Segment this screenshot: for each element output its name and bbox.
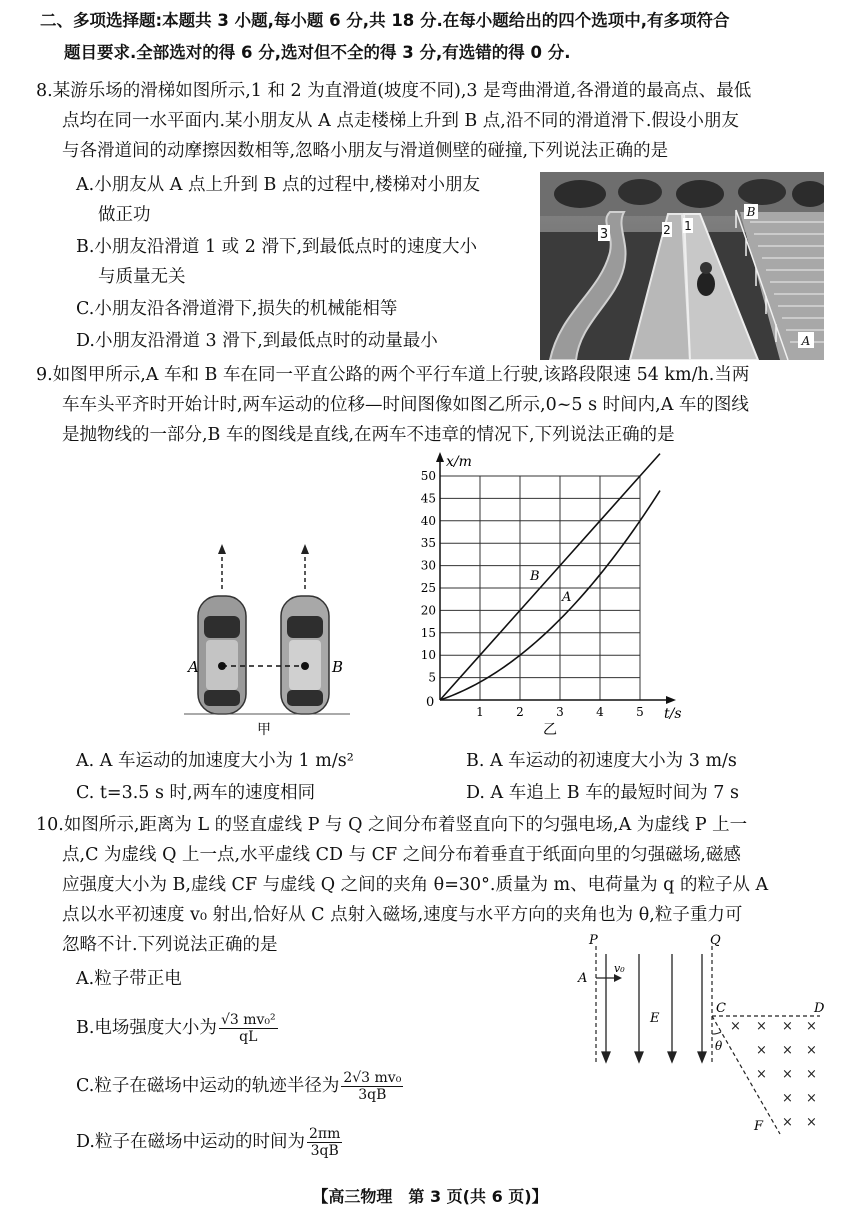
y-axis-label: x/m <box>446 454 472 470</box>
x-axis-label: t/s <box>664 706 682 722</box>
q9-stem-line3: 是抛物线的一部分,B 车的图线是直线,在两车不违章的情况下,下列说法正确的是 <box>62 425 675 445</box>
y-tick-label: 20 <box>420 603 436 618</box>
y-tick-label: 40 <box>420 513 436 528</box>
label-q: Q <box>710 933 721 948</box>
section-header-line2: 题目要求.全部选对的得 6 分,选对但不全的得 3 分,有选错的得 0 分. <box>64 43 571 62</box>
q10-option-d-prefix: D.粒子在磁场中运动的时间为 <box>76 1132 305 1152</box>
q10-option-b <box>76 1012 280 1045</box>
photo-label-2: 2 <box>663 223 671 237</box>
q10-option-b-fraction <box>219 1012 278 1045</box>
label-v0: v₀ <box>614 962 625 975</box>
q8-option-d: D.小朋友沿滑道 3 滑下,到最低点时的动量最小 <box>76 331 438 351</box>
car-b <box>281 596 329 714</box>
series-line-a <box>440 491 660 700</box>
svg-text:×: × <box>806 1115 817 1130</box>
figure-jia-cars <box>180 540 360 740</box>
q10-option-c-numerator: 2√3 mv₀ <box>343 1070 402 1086</box>
q9-stem-line1: 9.如图甲所示,A 车和 B 车在同一平直公路的两个平行车道上行驶,该路段限速 54 km/h.当两 <box>36 365 750 385</box>
svg-text:×: × <box>782 1091 793 1106</box>
svg-text:×: × <box>756 1043 767 1058</box>
figure-q10-fields <box>572 930 832 1138</box>
y-tick-label: 10 <box>420 648 436 663</box>
y-tick-label: 25 <box>420 581 436 595</box>
q10-stem-line1: 10.如图所示,距离为 L 的竖直虚线 P 与 Q 之间分布着竖直向下的匀强电场,A 为虚线 P 上一 <box>36 815 748 835</box>
figure-yi-xt-graph <box>416 452 682 742</box>
y-tick-label: 5 <box>428 670 436 685</box>
q9-stem-line2: 车车头平齐时开始计时,两车运动的位移—时间图像如图乙所示,0~5 s 时间内,A 车的图线 <box>62 395 749 415</box>
xt-ticks <box>421 469 644 719</box>
series-label-b: B <box>530 569 540 584</box>
x-tick-label: 5 <box>636 705 644 719</box>
y-tick-label: 35 <box>420 536 436 551</box>
q8-stem-line2: 点均在同一水平面内.某小朋友从 A 点走楼梯上升到 B 点,沿不同的滑道滑下.假设小朋友 <box>62 111 739 131</box>
x-axis-arrow <box>666 696 676 704</box>
car-a-label: A <box>188 658 199 676</box>
q10-option-d <box>76 1126 344 1159</box>
q10-option-b-prefix: B.电场强度大小为 <box>76 1018 217 1038</box>
q9-option-d: D. A 车追上 B 车的最短时间为 7 s <box>466 783 739 803</box>
origin-label: 0 <box>426 695 435 710</box>
x-tick-label: 4 <box>596 705 604 719</box>
q10-option-c-fraction <box>341 1070 403 1103</box>
x-tick-label: 1 <box>476 705 484 719</box>
svg-text:×: × <box>806 1091 817 1106</box>
q10-option-c-denominator: 3qB <box>358 1087 387 1103</box>
label-c: C <box>716 1001 726 1016</box>
label-p: P <box>589 933 598 948</box>
q8-option-b-line1: B.小朋友沿滑道 1 或 2 滑下,到最低点时的速度大小 <box>76 237 478 257</box>
series-line-b <box>440 454 660 700</box>
y-tick-label: 30 <box>420 558 436 573</box>
q8-option-a-line1: A.小朋友从 A 点上升到 B 点的过程中,楼梯对小朋友 <box>76 175 481 195</box>
svg-text:×: × <box>782 1115 793 1130</box>
q9-option-c: C. t=3.5 s 时,两车的速度相同 <box>76 783 316 803</box>
svg-text:×: × <box>730 1019 741 1034</box>
q8-option-a-line2: 做正功 <box>98 205 151 225</box>
q8-option-b-line2: 与质量无关 <box>98 267 186 287</box>
xt-series <box>440 454 660 700</box>
photo-label-b: B <box>746 205 756 219</box>
q9-option-b: B. A 车运动的初速度大小为 3 m/s <box>466 751 737 771</box>
section-header-line1: 二、多项选择题:本题共 3 小题,每小题 6 分,共 18 分.在每小题给出的四个选项中,有多项符合 <box>40 11 730 30</box>
svg-text:×: × <box>806 1019 817 1034</box>
y-axis-arrow <box>436 452 444 462</box>
photo-label-1: 1 <box>684 219 692 233</box>
y-tick-label: 15 <box>420 625 436 640</box>
svg-text:×: × <box>806 1043 817 1058</box>
q10-option-d-denominator: 3qB <box>310 1143 339 1159</box>
q10-stem-line5: 忽略不计.下列说法正确的是 <box>62 935 278 955</box>
q10-option-b-numerator: √3 mv₀² <box>220 1012 276 1028</box>
b-field-crosses <box>730 1019 817 1130</box>
label-a: A <box>578 971 588 986</box>
slide-photo-drawing <box>540 172 824 360</box>
q8-stem-line3: 与各滑道间的动摩擦因数相等,忽略小朋友与滑道侧壁的碰撞,下列说法正确的是 <box>62 141 669 161</box>
q8-option-c: C.小朋友沿各滑道滑下,损失的机械能相等 <box>76 299 398 319</box>
car-a <box>198 596 246 714</box>
q8-stem-line1: 8.某游乐场的滑梯如图所示,1 和 2 为直滑道(坡度不同),3 是弯曲滑道,各滑道的最高点、最低 <box>36 81 752 101</box>
photo-label-a: A <box>801 334 811 348</box>
svg-text:×: × <box>756 1019 767 1034</box>
figure-jia-caption: 甲 <box>257 722 271 738</box>
series-label-a: A <box>562 589 572 605</box>
q10-option-d-numerator: 2πm <box>308 1126 341 1142</box>
y-tick-label: 50 <box>420 469 436 483</box>
figure-yi-caption: 乙 <box>543 722 557 738</box>
x-tick-label: 2 <box>516 705 524 719</box>
label-f: F <box>754 1119 764 1134</box>
svg-text:×: × <box>782 1043 793 1058</box>
q9-option-a: A. A 车运动的加速度大小为 1 m/s² <box>76 751 354 771</box>
q10-option-a: A.粒子带正电 <box>76 969 182 989</box>
label-d: D <box>814 1001 825 1016</box>
y-tick-label: 45 <box>420 491 436 506</box>
label-e: E <box>650 1011 660 1026</box>
q10-option-c <box>76 1070 405 1103</box>
q10-stem-line4: 点以水平初速度 v₀ 射出,恰好从 C 点射入磁场,速度与水平方向的夹角也为 θ,粒子重力可 <box>62 905 743 925</box>
q10-option-d-fraction <box>307 1126 342 1159</box>
svg-text:×: × <box>806 1067 817 1082</box>
q10-option-b-denominator: qL <box>239 1029 258 1045</box>
x-tick-label: 3 <box>556 705 564 719</box>
car-b-label: B <box>332 658 344 676</box>
label-theta: θ <box>715 1039 723 1053</box>
svg-text:×: × <box>782 1019 793 1034</box>
q10-stem-line3: 应强度大小为 B,虚线 CF 与虚线 Q 之间的夹角 θ=30°.质量为 m、电荷量为 q 的粒子从 A <box>62 875 769 895</box>
page-footer: 【高三物理 第 3 页(共 6 页)】 <box>312 1187 548 1206</box>
q10-stem-line2: 点,C 为虚线 Q 上一点,水平虚线 CD 与 CF 之间分布着垂直于纸面向里的匀强磁场,磁感 <box>62 845 741 865</box>
q10-option-c-prefix: C.粒子在磁场中运动的轨迹半径为 <box>76 1076 340 1096</box>
svg-text:×: × <box>782 1067 793 1082</box>
slide-photo <box>540 172 824 360</box>
photo-label-3: 3 <box>599 227 609 242</box>
svg-text:×: × <box>756 1067 767 1082</box>
